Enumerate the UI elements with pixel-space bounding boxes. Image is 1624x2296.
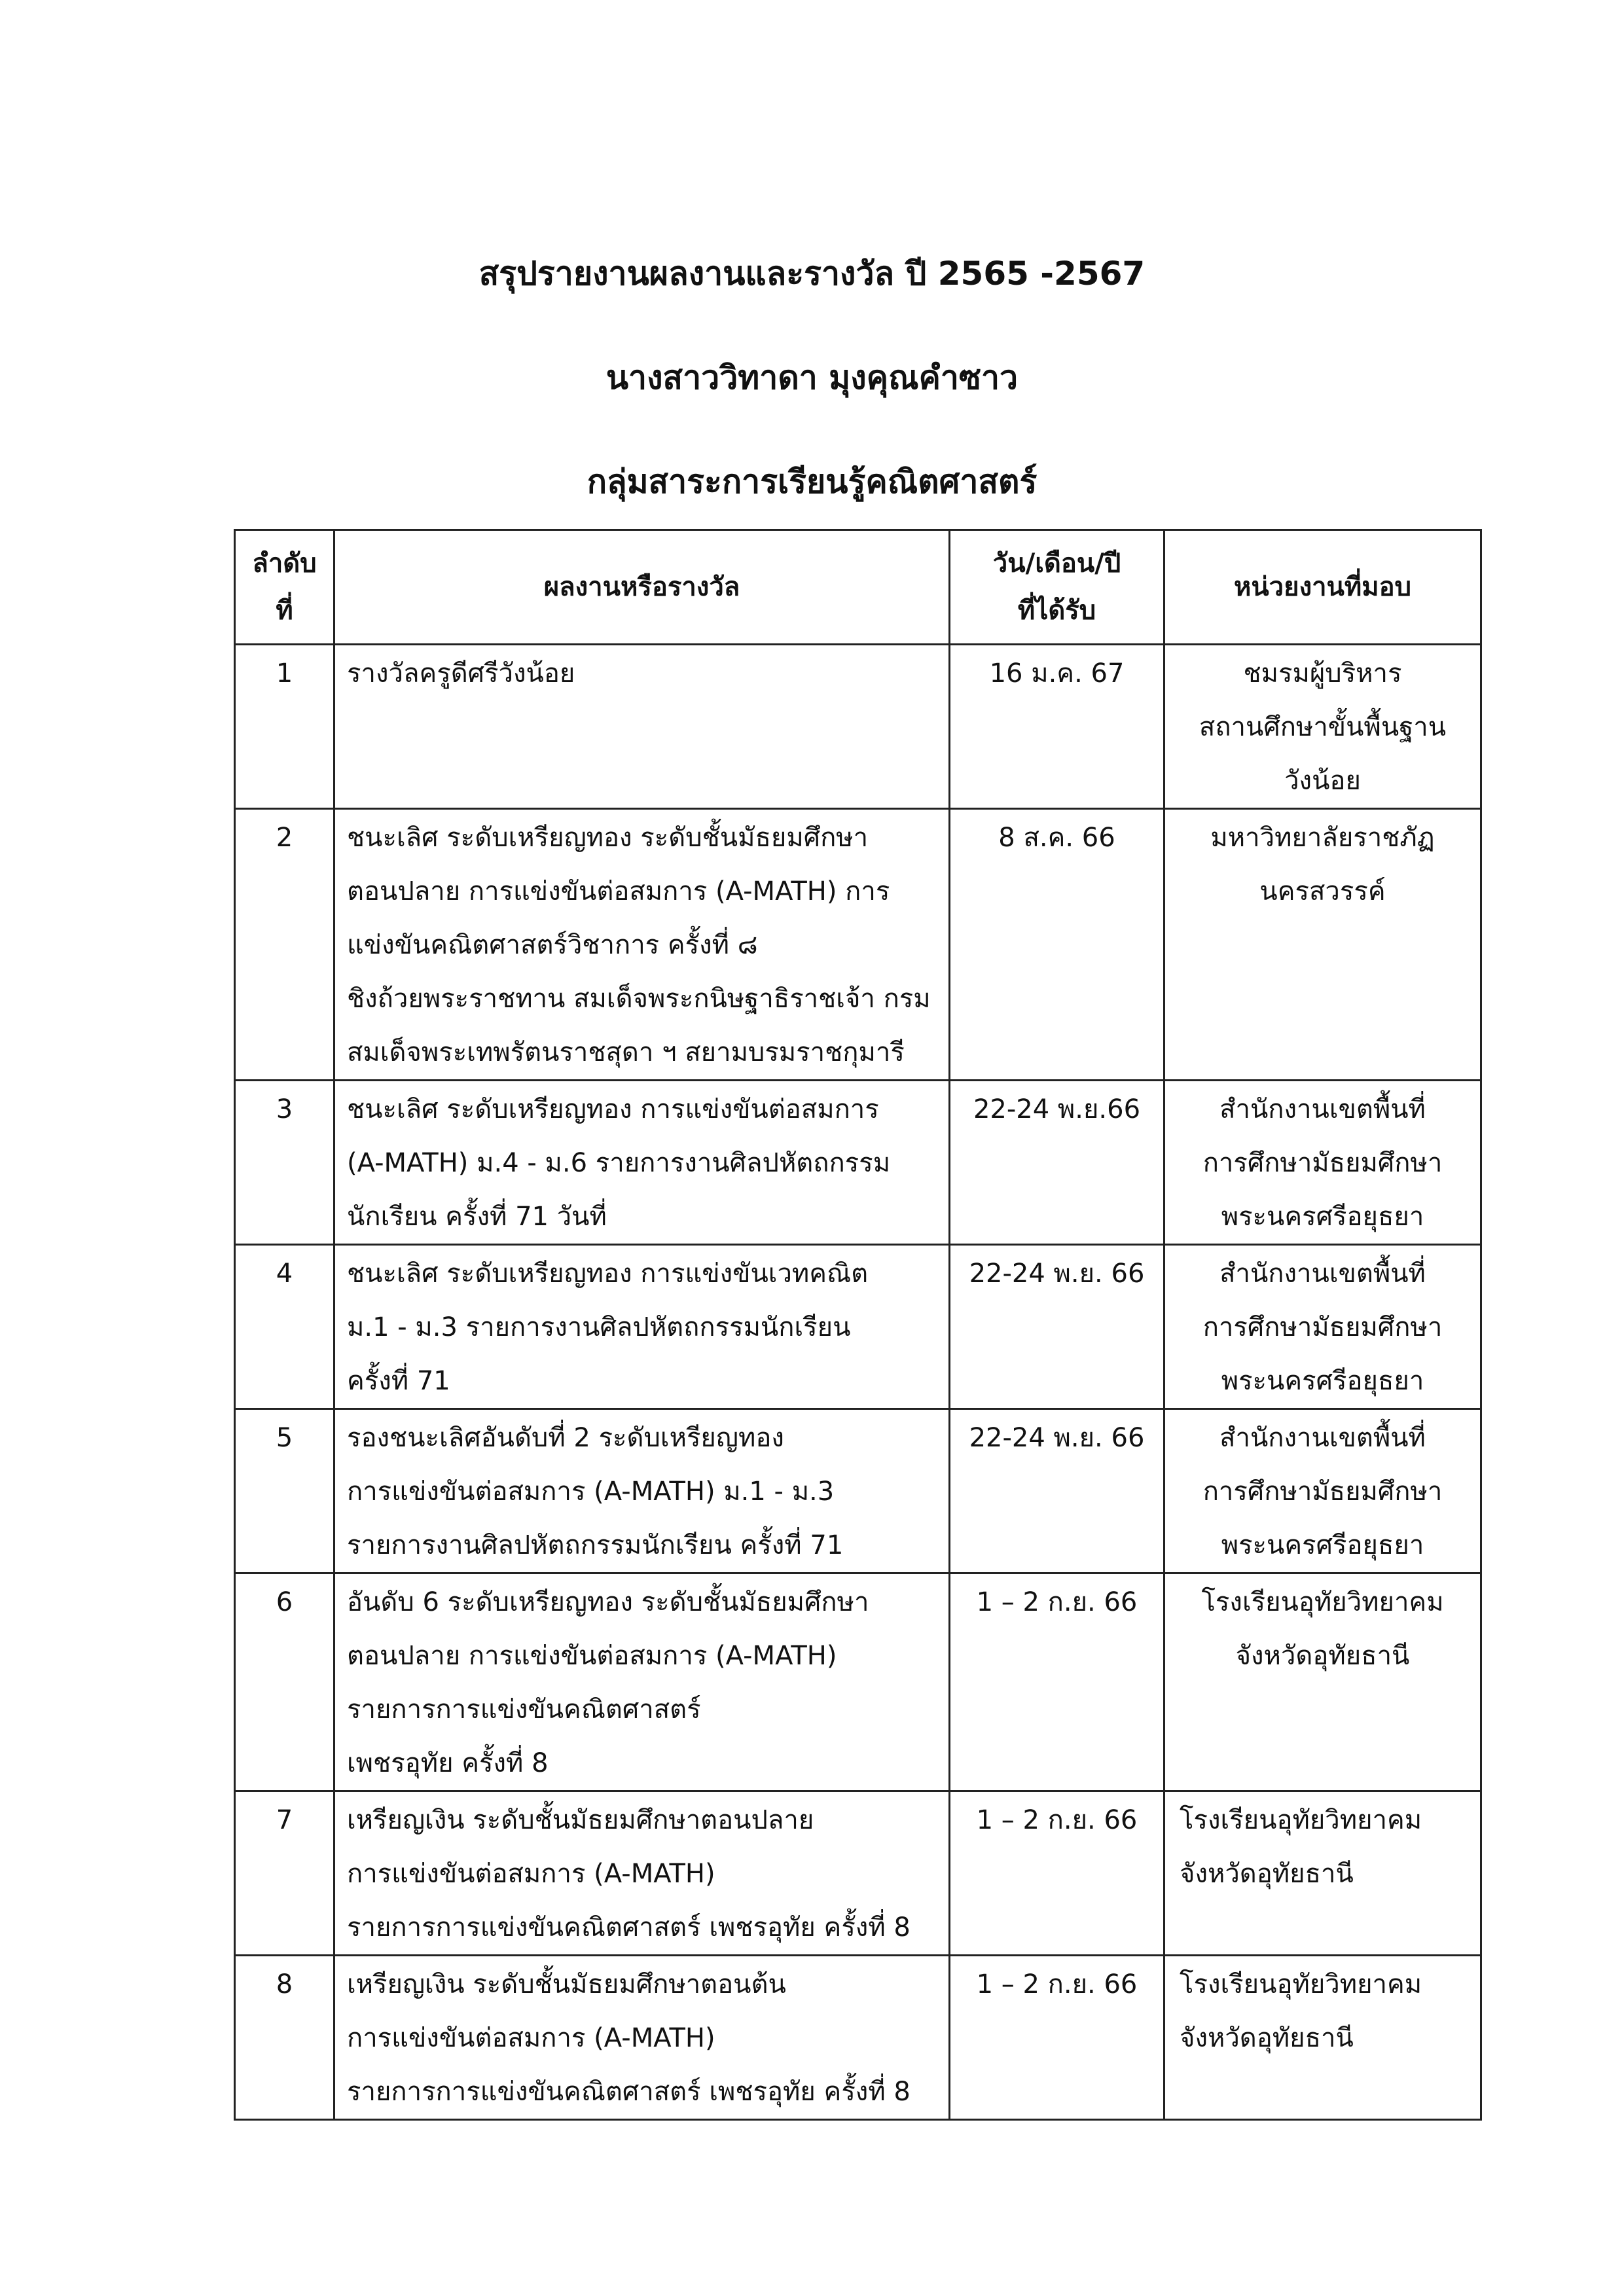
row-agency: [1164, 1573, 1481, 1791]
agency-line: วังน้อย: [1284, 766, 1361, 796]
agency-line: จังหวัดอุทัยธานี: [1235, 1641, 1410, 1671]
row-agency: [1164, 645, 1481, 809]
row-agency: [1164, 1081, 1481, 1245]
row-agency: [1164, 1956, 1481, 2120]
table-row: [235, 1409, 1481, 1573]
agency-line: โรงเรียนอุทัยวิทยาคม: [1201, 1587, 1444, 1617]
header-date: วัน/เดือน/ปี ที่ได้รับ: [950, 530, 1164, 645]
agency-line: นครสวรรค์: [1259, 876, 1386, 906]
row-agency: [1164, 1791, 1481, 1956]
agency-line: สำนักงานเขตพื้นที่: [1219, 1259, 1426, 1289]
work-line: รายการการแข่งขันคณิตศาสตร์ เพชรอุทัย ครั้งที่ 8: [347, 1912, 911, 1943]
agency-line: พระนครศรีอยุธยา: [1221, 1202, 1424, 1232]
table-row: [235, 645, 1481, 809]
row-date: 16 ม.ค. 67: [950, 645, 1164, 809]
work-line: ตอนปลาย การแข่งขันต่อสมการ (A-MATH) การ: [347, 876, 890, 906]
row-number: 1: [235, 645, 334, 809]
row-agency: [1164, 1409, 1481, 1573]
table-row: [235, 1791, 1481, 1956]
work-line: การแข่งขันต่อสมการ (A-MATH): [347, 2023, 715, 2053]
table-row: [235, 809, 1481, 1081]
work-line: แข่งขันคณิตศาสตร์วิชาการ ครั้งที่ ๘: [347, 930, 758, 960]
row-date: 8 ส.ค. 66: [950, 809, 1164, 1081]
work-line: การแข่งขันต่อสมการ (A-MATH): [347, 1859, 715, 1889]
work-line: รายการการแข่งขันคณิตศาสตร์: [347, 1695, 701, 1725]
row-work: [334, 645, 950, 809]
row-number: 4: [235, 1245, 334, 1409]
row-date: 22-24 พ.ย.66: [950, 1081, 1164, 1245]
work-line: สมเด็จพระเทพรัตนราชสุดา ฯ สยามบรมราชกุมารี: [347, 1037, 905, 1067]
work-line: ชิงถ้วยพระราชทาน สมเด็จพระกนิษฐาธิราชเจ้า กรม: [347, 984, 931, 1014]
work-line: เหรียญเงิน ระดับชั้นมัธยมศึกษาตอนปลาย: [347, 1805, 814, 1835]
agency-line: โรงเรียนอุทัยวิทยาคม: [1180, 1969, 1422, 2000]
header-agency: หน่วยงานที่มอบ: [1164, 530, 1481, 645]
row-work: [334, 1791, 950, 1956]
work-line: ชนะเลิศ ระดับเหรียญทอง การแข่งขันเวทคณิต: [347, 1259, 869, 1289]
row-work: [334, 1573, 950, 1791]
table-row: [235, 1245, 1481, 1409]
row-agency: [1164, 1245, 1481, 1409]
agency-line: สำนักงานเขตพื้นที่: [1219, 1094, 1426, 1124]
agency-line: สำนักงานเขตพื้นที่: [1219, 1423, 1426, 1453]
agency-line: โรงเรียนอุทัยวิทยาคม: [1180, 1805, 1422, 1835]
agency-line: สถานศึกษาขั้นพื้นฐาน: [1199, 712, 1447, 742]
header-no: ลำดับ ที่: [235, 530, 334, 645]
table-body: [235, 645, 1481, 2120]
work-line: (A-MATH) ม.4 - ม.6 รายการงานศิลปหัตถกรรม: [347, 1148, 891, 1178]
row-date: 1 – 2 ก.ย. 66: [950, 1573, 1164, 1791]
row-work: [334, 1956, 950, 2120]
row-work: [334, 809, 950, 1081]
row-work: [334, 1245, 950, 1409]
table-row: [235, 1573, 1481, 1791]
agency-line: การศึกษามัธยมศึกษา: [1202, 1312, 1443, 1342]
teacher-name: นางสาววิทาดา มุงคุณคำซาว: [605, 359, 1019, 397]
row-number: 2: [235, 809, 334, 1081]
work-line: รองชนะเลิศอันดับที่ 2 ระดับเหรียญทอง: [347, 1423, 784, 1453]
row-date: 1 – 2 ก.ย. 66: [950, 1791, 1164, 1956]
work-line: ชนะเลิศ ระดับเหรียญทอง การแข่งขันต่อสมการ: [347, 1094, 879, 1124]
row-work: [334, 1081, 950, 1245]
agency-line: มหาวิทยาลัยราชภัฏ: [1210, 823, 1435, 853]
agency-line: จังหวัดอุทัยธานี: [1180, 2023, 1354, 2053]
row-number: 6: [235, 1573, 334, 1791]
row-date: 22-24 พ.ย. 66: [950, 1245, 1164, 1409]
header-work: ผลงานหรือรางวัล: [334, 530, 950, 645]
row-date: 1 – 2 ก.ย. 66: [950, 1956, 1164, 2120]
report-title: สรุปรายงานผลงานและรางวัล ปี 2565 -2567: [478, 255, 1146, 293]
row-number: 5: [235, 1409, 334, 1573]
row-number: 7: [235, 1791, 334, 1956]
row-number: 3: [235, 1081, 334, 1245]
row-date: 22-24 พ.ย. 66: [950, 1409, 1164, 1573]
agency-line: พระนครศรีอยุธยา: [1221, 1530, 1424, 1560]
agency-line: จังหวัดอุทัยธานี: [1180, 1859, 1354, 1889]
row-work: [334, 1409, 950, 1573]
work-line: รายการการแข่งขันคณิตศาสตร์ เพชรอุทัย ครั้งที่ 8: [347, 2077, 911, 2107]
agency-line: การศึกษามัธยมศึกษา: [1202, 1148, 1443, 1178]
row-number: 8: [235, 1956, 334, 2120]
work-line: ครั้งที่ 71: [347, 1366, 450, 1396]
table-header-row: [235, 530, 1481, 645]
work-line: เหรียญเงิน ระดับชั้นมัธยมศึกษาตอนต้น: [347, 1969, 786, 2000]
work-line: การแข่งขันต่อสมการ (A-MATH) ม.1 - ม.3: [347, 1477, 835, 1507]
document-header: [0, 252, 1624, 503]
work-line: อันดับ 6 ระดับเหรียญทอง ระดับชั้นมัธยมศึกษา: [347, 1587, 869, 1617]
row-agency: [1164, 809, 1481, 1081]
subject-group: กลุ่มสาระการเรียนรู้คณิตศาสตร์: [586, 463, 1038, 501]
table-row: [235, 1956, 1481, 2120]
work-line: ม.1 - ม.3 รายการงานศิลปหัตถกรรมนักเรียน: [347, 1312, 851, 1342]
agency-line: การศึกษามัธยมศึกษา: [1202, 1477, 1443, 1507]
work-line: เพชรอุทัย ครั้งที่ 8: [347, 1748, 549, 1778]
awards-table: [234, 529, 1482, 2121]
work-line: รางวัลครูดีศรีวังน้อย: [347, 658, 575, 689]
work-line: นักเรียน ครั้งที่ 71 วันที่: [347, 1202, 607, 1232]
agency-line: ชมรมผู้บริหาร: [1243, 658, 1402, 689]
work-line: รายการงานศิลปหัตถกรรมนักเรียน ครั้งที่ 71: [347, 1530, 844, 1560]
work-line: ชนะเลิศ ระดับเหรียญทอง ระดับชั้นมัธยมศึกษา: [347, 823, 869, 853]
agency-line: พระนครศรีอยุธยา: [1221, 1366, 1424, 1396]
table-row: [235, 1081, 1481, 1245]
work-line: ตอนปลาย การแข่งขันต่อสมการ (A-MATH): [347, 1641, 837, 1671]
